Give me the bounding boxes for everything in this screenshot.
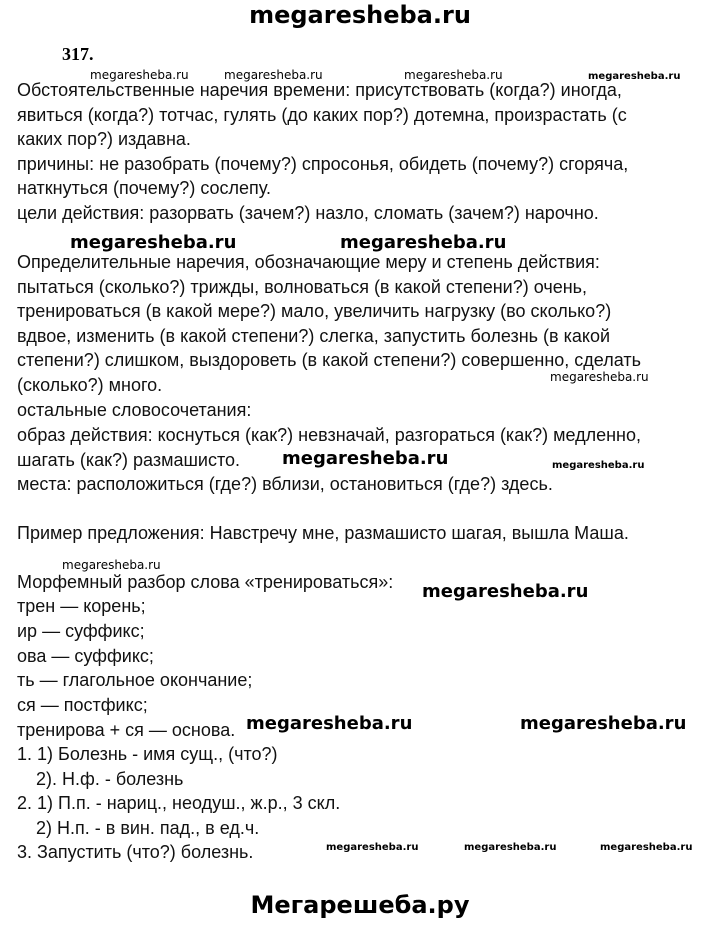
text-line: ся — постфикс;: [17, 695, 148, 715]
text-line: шагать (как?) размашисто.: [17, 450, 241, 470]
text-line: Определительные наречия, обозначающие меру и степень действия:: [17, 252, 600, 272]
watermark: megaresheba.ru: [520, 713, 687, 734]
text-line: 3. Запустить (что?) болезнь.: [17, 842, 254, 862]
text-line: причины: не разобрать (почему?) спросонья, обидеть (почему?) сгоряча,: [17, 154, 629, 174]
watermark: megaresheba.ru: [70, 232, 237, 253]
text-line: наткнуться (почему?) сослепу.: [17, 178, 271, 198]
watermark: megaresheba.ru: [62, 558, 161, 572]
text-line: каких пор?) издавна.: [17, 129, 191, 149]
watermark: megaresheba.ru: [404, 68, 503, 82]
watermark: megaresheba.ru: [326, 842, 419, 853]
watermark: megaresheba.ru: [552, 460, 645, 471]
text-line: ть — глагольное окончание;: [17, 670, 253, 690]
watermark: megaresheba.ru: [340, 232, 507, 253]
text-line: тренироваться (в какой мере?) мало, увеличить нагрузку (во сколько?): [17, 301, 612, 321]
text-line: Обстоятельственные наречия времени: присутствовать (когда?) иногда,: [17, 80, 622, 100]
text-line: трен — корень;: [17, 596, 146, 616]
text-line: 2. 1) П.п. - нариц., неодуш., ж.р., 3 скл.: [17, 793, 341, 813]
watermark: megaresheba.ru: [90, 68, 189, 82]
watermark: megaresheba.ru: [464, 842, 557, 853]
text-line: ир — суффикс;: [17, 621, 145, 641]
text-line: Пример предложения: Навстречу мне, размашисто шагая, вышла Маша.: [17, 523, 629, 543]
text-line: остальные словосочетания:: [17, 400, 252, 420]
watermark: megaresheba.ru: [422, 581, 589, 602]
text-line: 2) Н.п. - в вин. пад., в ед.ч.: [36, 818, 260, 838]
text-line: явиться (когда?) тотчас, гулять (до каких пор?) дотемна, произрастать (с: [17, 105, 627, 125]
site-footer: Мегарешеба.ру: [250, 891, 470, 919]
watermark: megaresheba.ru: [224, 68, 323, 82]
text-line: Морфемный разбор слова «тренироваться»:: [17, 572, 394, 592]
text-line: тренирова + ся — основа.: [17, 720, 236, 740]
text-line: 2). Н.ф. - болезнь: [36, 769, 184, 789]
watermark: megaresheba.ru: [550, 370, 649, 384]
text-line: цели действия: разорвать (зачем?) назло, сломать (зачем?) нарочно.: [17, 203, 599, 223]
text-line: (сколько?) много.: [17, 375, 163, 395]
text-line: вдвое, изменить (в какой степени?) слегка, запустить болезнь (в какой: [17, 326, 611, 346]
watermark: megaresheba.ru: [246, 713, 413, 734]
text-line: степени?) слишком, выздороветь (в какой степени?) совершенно, сделать: [17, 350, 641, 370]
text-line: пытаться (сколько?) трижды, волноваться (в какой степени?) очень,: [17, 277, 588, 297]
site-header: megaresheba.ru: [249, 1, 471, 29]
text-line: 1. 1) Болезнь - имя сущ., (что?): [17, 744, 278, 764]
watermark: megaresheba.ru: [600, 842, 693, 853]
text-line: ова — суффикс;: [17, 646, 154, 666]
watermark: megaresheba.ru: [588, 71, 681, 82]
watermark: megaresheba.ru: [282, 448, 449, 469]
task-number: 317.: [62, 44, 94, 64]
text-line: образ действия: коснуться (как?) невзначай, разгораться (как?) медленно,: [17, 425, 641, 445]
text-line: места: расположиться (где?) вблизи, остановиться (где?) здесь.: [17, 474, 553, 494]
